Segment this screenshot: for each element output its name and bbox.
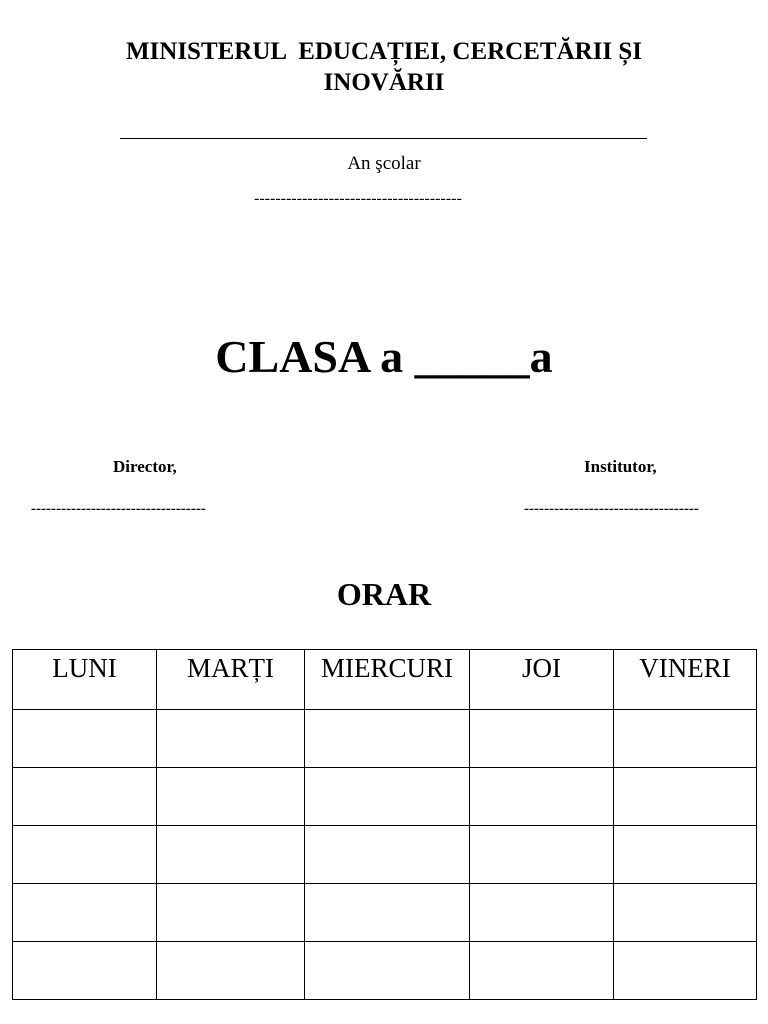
table-row	[13, 768, 757, 826]
table-row	[13, 884, 757, 942]
day-header-marti: MARȚI	[157, 650, 305, 710]
timetable-cell	[13, 826, 157, 884]
timetable-cell	[157, 884, 305, 942]
class-title: CLASA a _____a	[215, 331, 553, 382]
timetable-cell	[13, 768, 157, 826]
ministry-line-1: MINISTERUL EDUCAȚIEI, CERCETĂRII ȘI	[125, 38, 643, 65]
timetable-cell	[470, 826, 614, 884]
table-row	[13, 826, 757, 884]
header-divider	[120, 138, 647, 139]
day-header-luni: LUNI	[13, 650, 157, 710]
timetable-cell	[470, 710, 614, 768]
day-header-joi: JOI	[470, 650, 614, 710]
timetable-cell	[157, 768, 305, 826]
director-signature-blank: -----------------------------------	[31, 501, 206, 517]
table-row	[13, 942, 757, 1000]
timetable-cell	[157, 710, 305, 768]
timetable-cell	[614, 826, 757, 884]
ministry-line-2: INOVĂRII	[323, 69, 445, 96]
timetable-cell	[470, 768, 614, 826]
day-header-vineri: VINERI	[614, 650, 757, 710]
timetable-cell	[305, 826, 470, 884]
timetable-cell	[13, 884, 157, 942]
timetable-cell	[305, 710, 470, 768]
timetable-cell	[614, 710, 757, 768]
school-year-label: An şcolar	[347, 153, 421, 174]
school-year-blank: ---------------------------------------	[254, 190, 462, 207]
institutor-label: Institutor,	[584, 457, 657, 476]
timetable-cell	[157, 826, 305, 884]
timetable-cell	[614, 942, 757, 1000]
timetable-cell	[305, 884, 470, 942]
timetable	[12, 649, 757, 1000]
timetable-cell	[305, 942, 470, 1000]
timetable-cell	[13, 710, 157, 768]
timetable-cell	[470, 942, 614, 1000]
institutor-signature-blank: -----------------------------------	[524, 501, 699, 517]
timetable-cell	[614, 884, 757, 942]
timetable-cell	[157, 942, 305, 1000]
timetable-cell	[470, 884, 614, 942]
ministry-header	[60, 36, 708, 98]
timetable-header-row	[13, 650, 757, 710]
director-label: Director,	[113, 457, 177, 476]
timetable-cell	[614, 768, 757, 826]
day-header-miercuri: MIERCURI	[305, 650, 470, 710]
timetable-cell	[305, 768, 470, 826]
table-row	[13, 710, 757, 768]
timetable-cell	[13, 942, 157, 1000]
timetable-title: ORAR	[336, 576, 432, 612]
